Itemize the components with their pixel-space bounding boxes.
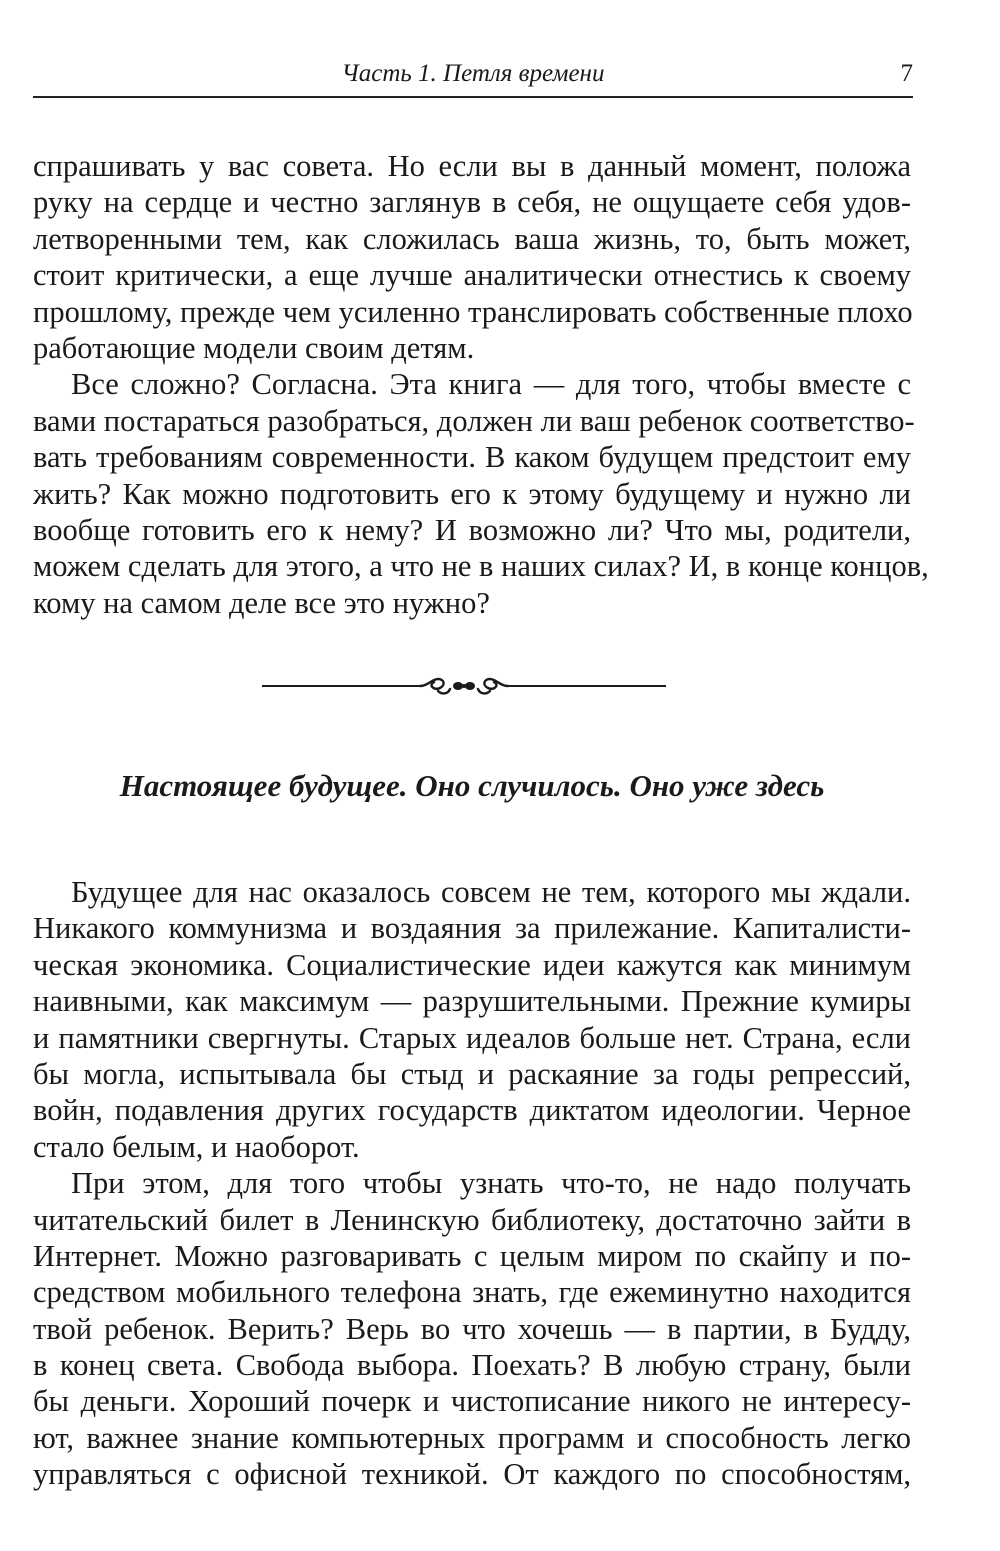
- text-line: Никакого коммунизма и воздаяния за прилежание. Капиталисти-: [33, 911, 911, 946]
- text-line: стоит критически, а еще лучше аналитически отнестись к своему: [33, 258, 911, 293]
- text-line: кому на самом деле все это нужно?: [33, 585, 490, 620]
- paragraph: [33, 366, 929, 621]
- text-line: руку на сердце и честно заглянув в себя, не ощущаете себя удов-: [33, 185, 911, 220]
- text-line: бы могла, испытывала бы стыд и раскаяние за годы репрессий,: [33, 1056, 911, 1091]
- running-head: [33, 56, 913, 98]
- text-line: бы деньги. Хороший почерк и чистописание никого не интересу-: [33, 1384, 911, 1419]
- text-line: читательский билет в Ленинскую библиотеку, достаточно зайти в: [33, 1202, 911, 1237]
- text-line: стало белым, и наоборот.: [33, 1129, 360, 1164]
- text-line: наивными, как максимум — разрушительными. Прежние кумиры: [33, 984, 911, 1019]
- text-line: можем сделать для этого, а что не в наших силах? И, в конце концов,: [33, 549, 929, 584]
- flourish-divider-icon: [262, 671, 666, 701]
- text-line: летворенными тем, как сложилась ваша жизнь, то, быть может,: [33, 221, 911, 256]
- text-line: в конец света. Свобода выбора. Поехать? В любую страну, были: [33, 1348, 911, 1383]
- text-line: и памятники свергнуты. Старых идеалов больше нет. Страна, если: [33, 1020, 911, 1055]
- text-line: прошлому, прежде чем усиленно транслировать собственные плохо: [33, 294, 913, 329]
- text-block-top: [33, 148, 929, 621]
- text-line: жить? Как можно подготовить его к этому будущему и нужно ли: [33, 476, 911, 511]
- text-line: Будущее для нас оказалось совсем не тем, которого мы ждали.: [71, 875, 911, 909]
- text-line: твой ребенок. Верить? Верь во что хочешь — в партии, в Будду,: [33, 1311, 911, 1346]
- paragraph: [33, 148, 911, 366]
- text-line: ческая экономика. Социалистические идеи кажутся как минимум: [33, 947, 911, 982]
- paragraph: [33, 874, 911, 1165]
- text-line: ют, важнее знание компьютерных программ и способность легко: [33, 1420, 911, 1455]
- text-line: средством мобильного телефона знать, где ежеминутно находится: [33, 1275, 911, 1310]
- text-block-bottom: [33, 874, 911, 1493]
- text-line: При этом, для того чтобы узнать что-то, не надо получать: [71, 1166, 911, 1201]
- text-line: управляться с офисной техникой. От каждого по способностям,: [33, 1457, 911, 1492]
- text-line: вами постараться разобраться, должен ли ваш ребенок соответство-: [33, 403, 915, 438]
- text-line: вать требованиям современности. В каком будущем предстоит ему: [33, 440, 911, 475]
- paragraph: [33, 1165, 911, 1493]
- text-line: спрашивать у вас совета. Но если вы в данный момент, положа: [33, 149, 911, 183]
- text-line: вообще готовить его к нему? И возможно ли? Что мы, родители,: [33, 512, 911, 547]
- section-heading: Настоящее будущее. Оно случилось. Оно уже здесь: [119, 768, 825, 803]
- text-line: Все сложно? Согласна. Эта книга — для того, чтобы вместе с: [71, 367, 911, 402]
- page-number: 7: [900, 60, 913, 87]
- text-line: войн, подавления других государств диктатом идеологии. Черное: [33, 1093, 911, 1128]
- text-line: работающие модели своим детям.: [33, 330, 475, 365]
- running-head-title: Часть 1. Петля времени: [341, 60, 605, 87]
- text-line: Интернет. Можно разговаривать с целым миром по скайпу и по-: [33, 1238, 911, 1273]
